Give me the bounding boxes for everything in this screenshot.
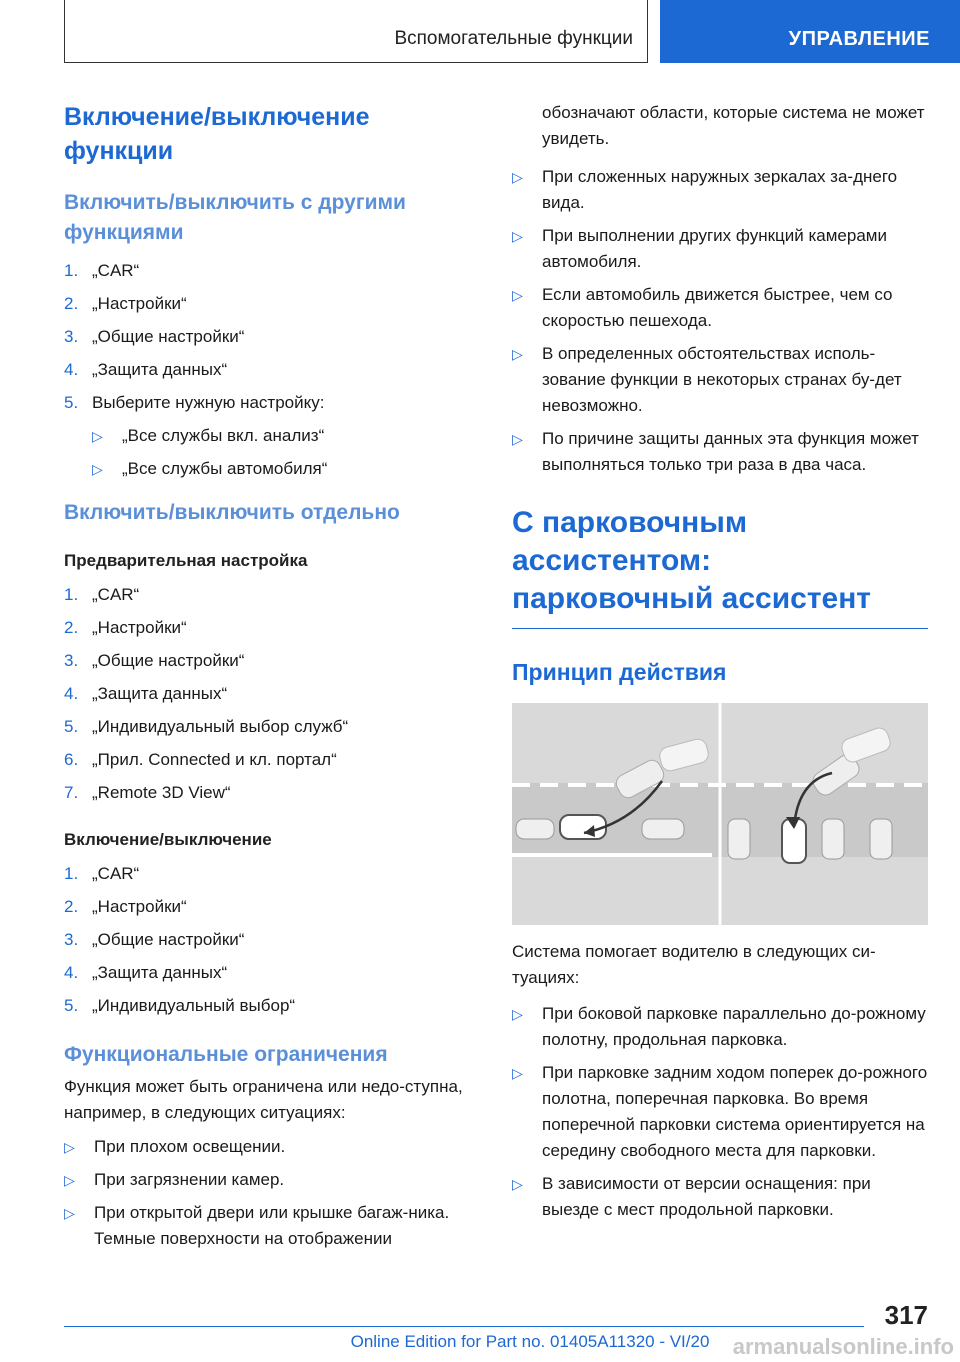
- chapter-title: Вспомогательные функции: [394, 28, 633, 49]
- step-text: „Индивидуальный выбор служб“: [92, 717, 349, 736]
- step-text: Выберите нужную настройку:: [92, 393, 325, 412]
- principle-intro: Система помогает водителю в следующих си-туациях:: [512, 942, 876, 987]
- limits-list-left: [64, 1134, 484, 1252]
- bullet-item: [512, 164, 928, 216]
- triangle-bullet-icon: ▷: [64, 1205, 75, 1221]
- principle-list: [512, 1001, 928, 1223]
- triangle-bullet-icon: ▷: [512, 1006, 523, 1022]
- bullet-text: В зависимости от версии оснащения: при выезде с мест продольной парковки.: [542, 1174, 871, 1219]
- triangle-bullet-icon: ▷: [512, 1065, 523, 1081]
- step-item: [64, 386, 484, 419]
- bullet-item: [512, 1060, 928, 1164]
- step-number: 1.: [64, 585, 79, 604]
- step-text: „Защита данных“: [92, 684, 228, 703]
- triangle-bullet-icon: ▷: [512, 287, 523, 303]
- triangle-bullet-icon: ▷: [512, 169, 523, 185]
- step-text: „Защита данных“: [92, 963, 228, 982]
- step-number: 3.: [64, 327, 79, 346]
- step-text: „Защита данных“: [92, 360, 228, 379]
- step-item: [64, 989, 484, 1022]
- step-number: 5.: [64, 996, 79, 1015]
- step-text: „Remote 3D View“: [92, 783, 231, 802]
- heading-separate: Включить/выключить отдельно: [64, 501, 400, 524]
- step-text: „Настройки“: [92, 618, 187, 637]
- step-number: 2.: [64, 294, 79, 313]
- bullet-item: [92, 423, 484, 449]
- bullet-text: При боковой парковке параллельно до-рожному полотну, продольная парковка.: [542, 1004, 926, 1049]
- step-item: [64, 320, 484, 353]
- bullet-text: При парковке задним ходом поперек до-рожного полотна, поперечная парковка. Во время поперечной парковки система ориентируется на середину свободного места для парковки.: [542, 1063, 928, 1160]
- limits-continued: обозначают области, которые система не может увидеть.: [542, 103, 925, 148]
- heading-toggle-function: Включение/выключение функции: [64, 103, 370, 165]
- together-options-list: [92, 423, 484, 482]
- limits-list-right: [512, 164, 928, 478]
- step-text: „Индивидуальный выбор“: [92, 996, 296, 1015]
- bullet-item: [512, 426, 928, 478]
- step-item: [64, 677, 484, 710]
- chapter-header: [64, 0, 648, 63]
- step-item: [64, 776, 484, 809]
- bullet-item: [512, 282, 928, 334]
- step-number: 5.: [64, 717, 79, 736]
- step-number: 1.: [64, 261, 79, 280]
- bullet-item: [64, 1167, 484, 1193]
- heading-onoff: Включение/выключение: [64, 830, 272, 849]
- bullet-text: В определенных обстоятельствах исполь-зование функции в некоторых странах бу-дет невозможно.: [542, 344, 902, 415]
- triangle-bullet-icon: ▷: [64, 1139, 75, 1155]
- bullet-text: При плохом освещении.: [94, 1137, 286, 1156]
- step-text: „Настройки“: [92, 897, 187, 916]
- together-steps-list: [64, 254, 484, 419]
- edition-line: Online Edition for Part no. 01405A11320 - VI/20: [350, 1332, 710, 1351]
- footer-divider: [64, 1326, 864, 1327]
- step-number: 7.: [64, 783, 79, 802]
- step-number: 2.: [64, 618, 79, 637]
- step-item: [64, 857, 484, 890]
- step-text: „Общие настройки“: [92, 327, 245, 346]
- bullet-item: [64, 1134, 484, 1160]
- step-number: 6.: [64, 750, 79, 769]
- big-title-block: [512, 504, 928, 629]
- section-header: [660, 0, 960, 63]
- step-item: [64, 890, 484, 923]
- onoff-steps-list: [64, 857, 484, 1022]
- heading-limits: Функциональные ограничения: [64, 1043, 388, 1066]
- limits-intro: Функция может быть ограничена или недо-ступна, например, в следующих ситуациях:: [64, 1077, 463, 1122]
- step-text: „Прил. Connected и кл. портал“: [92, 750, 337, 769]
- step-item: [64, 578, 484, 611]
- triangle-bullet-icon: ▷: [64, 1172, 75, 1188]
- bullet-text: При выполнении других функций камерами автомобиля.: [542, 226, 887, 271]
- step-text: „Настройки“: [92, 294, 187, 313]
- bullet-item: [512, 1001, 928, 1053]
- step-number: 4.: [64, 963, 79, 982]
- watermark-text: armanualsonline.info: [732, 1334, 954, 1359]
- triangle-bullet-icon: ▷: [512, 431, 523, 447]
- bullet-text: При сложенных наружных зеркалах за-днего вида.: [542, 167, 898, 212]
- left-column: [64, 100, 484, 1259]
- step-number: 4.: [64, 360, 79, 379]
- step-item: [64, 743, 484, 776]
- page-number: 317: [884, 1300, 928, 1330]
- step-item: [64, 956, 484, 989]
- step-text: „CAR“: [92, 585, 140, 604]
- step-number: 5.: [64, 393, 79, 412]
- bullet-text: Если автомобиль движется быстрее, чем со скоростью пешехода.: [542, 285, 893, 330]
- bullet-item: [512, 223, 928, 275]
- bullet-text: „Все службы вкл. анализ“: [122, 426, 325, 445]
- heading-principle: Принцип действия: [512, 659, 727, 685]
- section-label: УПРАВЛЕНИЕ: [788, 28, 930, 50]
- step-item: [64, 923, 484, 956]
- bullet-item: [512, 1171, 928, 1223]
- triangle-bullet-icon: ▷: [512, 346, 523, 362]
- right-column: [512, 100, 928, 1230]
- bullet-item: [64, 1200, 484, 1252]
- bullet-item: [92, 456, 484, 482]
- step-item: [64, 353, 484, 386]
- step-text: „Общие настройки“: [92, 930, 245, 949]
- step-text: „Общие настройки“: [92, 651, 245, 670]
- parking-illustration: [512, 703, 928, 925]
- step-number: 3.: [64, 651, 79, 670]
- step-text: „CAR“: [92, 261, 140, 280]
- presetting-steps-list: [64, 578, 484, 809]
- step-item: [64, 710, 484, 743]
- step-item: [64, 287, 484, 320]
- bullet-text: При открытой двери или крышке багаж-ника. Темные поверхности на отображении: [94, 1203, 450, 1248]
- bullet-text: При загрязнении камер.: [94, 1170, 285, 1189]
- bullet-item: [512, 341, 928, 419]
- heading-park-assistant: С парковочным ассистентом: парковочный ассистент: [512, 506, 872, 615]
- step-item: [64, 254, 484, 287]
- bullet-text: „Все службы автомобиля“: [122, 459, 328, 478]
- step-item: [64, 611, 484, 644]
- triangle-bullet-icon: ▷: [512, 228, 523, 244]
- step-text: „CAR“: [92, 864, 140, 883]
- triangle-bullet-icon: ▷: [512, 1176, 523, 1192]
- heading-presetting: Предварительная настройка: [64, 551, 308, 570]
- step-number: 4.: [64, 684, 79, 703]
- step-number: 3.: [64, 930, 79, 949]
- step-item: [64, 644, 484, 677]
- triangle-bullet-icon: ▷: [92, 428, 103, 444]
- triangle-bullet-icon: ▷: [92, 461, 103, 477]
- bullet-text: По причине защиты данных эта функция может выполняться только три раза в два часа.: [542, 429, 919, 474]
- heading-together: Включить/выключить с другими функциями: [64, 191, 406, 244]
- parking-diagram-icon: [512, 703, 928, 925]
- step-number: 1.: [64, 864, 79, 883]
- step-number: 2.: [64, 897, 79, 916]
